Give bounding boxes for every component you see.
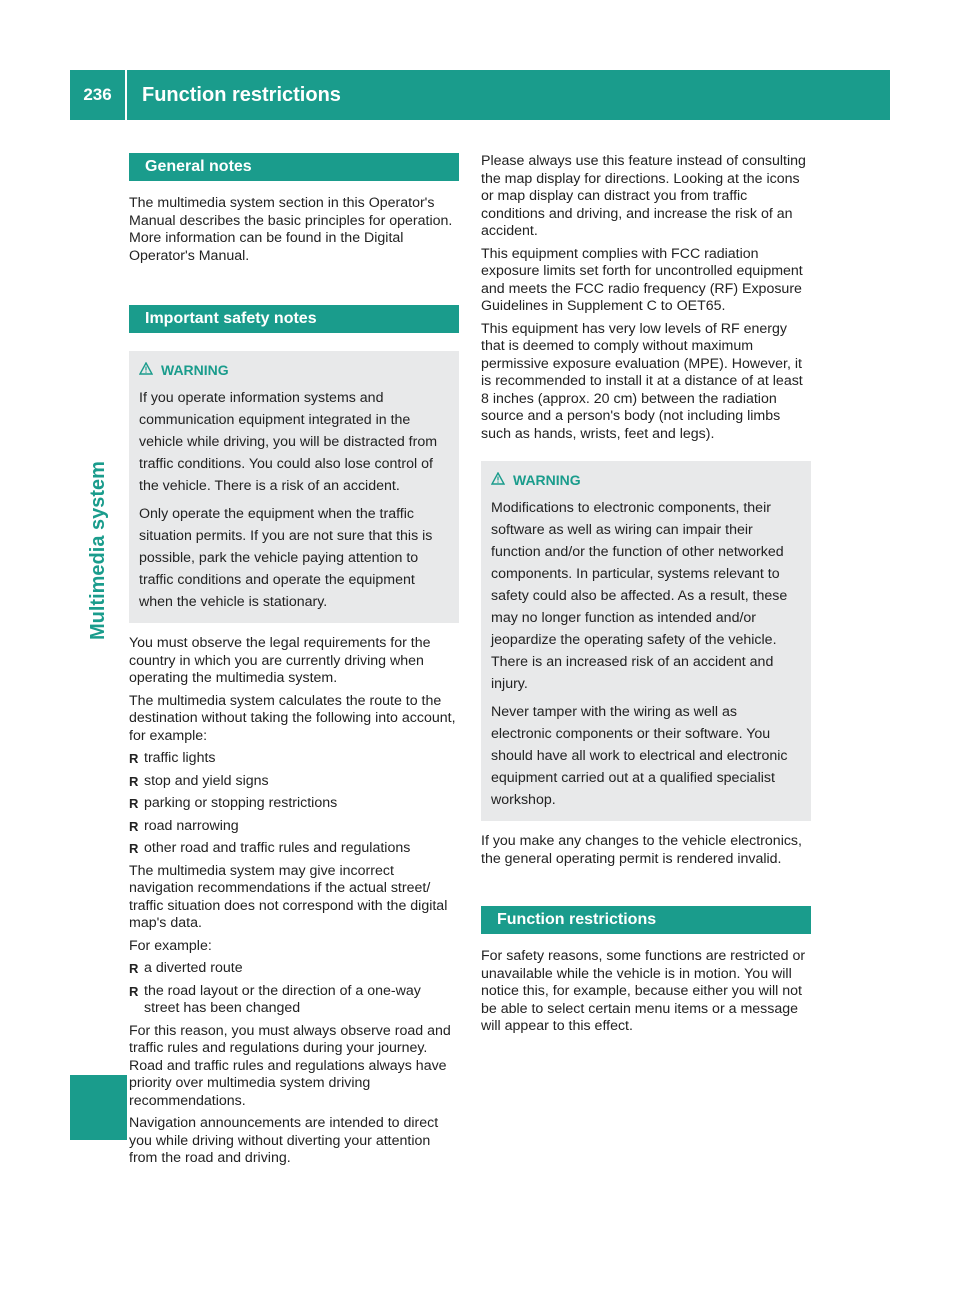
- warning-label: WARNING: [161, 362, 229, 378]
- paragraph: This equipment has very low levels of RF energy that is deemed to comply without maximum permissive exposure evaluation (MPE). However, it is recommended to install it at a distance of at least 8 inches (approx. 20 cm) between the radiation source and a person's body (not including limbs such as hands, wrists, feet and legs).: [481, 320, 803, 442]
- warning-box: [129, 351, 459, 623]
- paragraph: The multimedia system may give incorrect navigation recommendations if the actual street/ traffic situation does not correspond with the digital map's data.: [129, 862, 448, 931]
- section-heading-general-notes: General notes: [129, 153, 459, 181]
- warning-paragraph: Only operate the equipment when the traffic situation permits. If you are not sure that this is possible, park the vehicle paying attention to traffic conditions and operate the equipment when the vehicle is stationary.: [139, 506, 433, 610]
- warning-triangle-icon: [139, 359, 153, 381]
- bullet-list: [129, 960, 459, 1018]
- warning-paragraph: Modifications to electronic components, their software as well as wiring can impair their function and/or the function of other networked components. In particular, systems relevant to safety could also be affected. As a result, these may no longer function as intended and/or jeopardize the operating safety of the vehicle. There is an increased risk of an accident and injury.: [491, 500, 788, 692]
- warning-paragraph: If you operate information systems and communication equipment integrated in the vehicle while driving, you will be distracted from traffic conditions. You could also lose control of the vehicle. There is a risk of an accident.: [139, 390, 438, 494]
- warning-paragraph: Never tamper with the wiring as well as electronic components or their software. You should have all work to electrical and electronic equipment carried out at a qualified specialist workshop.: [491, 704, 788, 808]
- list-item: R traffic lights: [129, 750, 459, 768]
- right-column: [481, 153, 811, 1041]
- paragraph: This equipment complies with FCC radiation exposure limits set forth for uncontrolled equipment and meets the FCC radio frequency (RF) Exposure Guidelines in Supplement C to OET65.: [481, 245, 803, 314]
- list-item: R a diverted route: [129, 960, 459, 978]
- list-item: R other road and traffic rules and regulations: [129, 840, 459, 858]
- section-heading-function-restrictions: Function restrictions: [481, 906, 811, 934]
- paragraph: For example:: [129, 937, 212, 954]
- list-item: R parking or stopping restrictions: [129, 795, 459, 813]
- section-heading-safety: Important safety notes: [129, 305, 459, 333]
- bullet-list: [129, 750, 459, 858]
- paragraph: For this reason, you must always observe road and traffic rules and regulations during your journey. Road and traffic rules and regulations always have priority over multimedia system driving recommendations.: [129, 1022, 451, 1109]
- page-number: 236: [70, 70, 127, 120]
- paragraph: Navigation announcements are intended to direct you while driving without diverting your attention from the road and driving.: [129, 1115, 439, 1166]
- list-item: R the road layout or the direction of a one-way street has been changed: [129, 983, 459, 1018]
- list-item: R stop and yield signs: [129, 773, 459, 791]
- side-tab-block: [70, 1075, 127, 1140]
- warning-label: WARNING: [513, 472, 581, 488]
- paragraph: The multimedia system calculates the route to the destination without taking the following into account, for example:: [129, 692, 456, 744]
- list-item: R road narrowing: [129, 818, 459, 836]
- side-tab-label: Multimedia system: [87, 461, 109, 640]
- warning-triangle-icon: [491, 469, 505, 491]
- paragraph: You must observe the legal requirements for the country in which you are currently driving when operating the multimedia system.: [129, 635, 431, 686]
- paragraph: If you make any changes to the vehicle electronics, the general operating permit is rendered invalid.: [481, 833, 802, 867]
- paragraph: Please always use this feature instead of consulting the map display for directions. Looking at the icons or map display can distract you from traffic conditions and driving, and increase the risk of an accident.: [481, 153, 806, 239]
- general-notes-text: The multimedia system section in this Operator's Manual describes the basic principles for operation. More information can be found in the Digital Operator's Manual.: [129, 195, 453, 264]
- warning-title: [139, 359, 449, 381]
- warning-box: [481, 461, 811, 821]
- page-title: Function restrictions: [142, 84, 341, 106]
- function-restrictions-text: For safety reasons, some functions are restricted or unavailable while the vehicle is in motion. You will notice this, for example, because either you will not be able to select certain menu items or a message will appear to this effect.: [481, 948, 806, 1034]
- left-column: [129, 153, 459, 1173]
- warning-title: [491, 469, 801, 491]
